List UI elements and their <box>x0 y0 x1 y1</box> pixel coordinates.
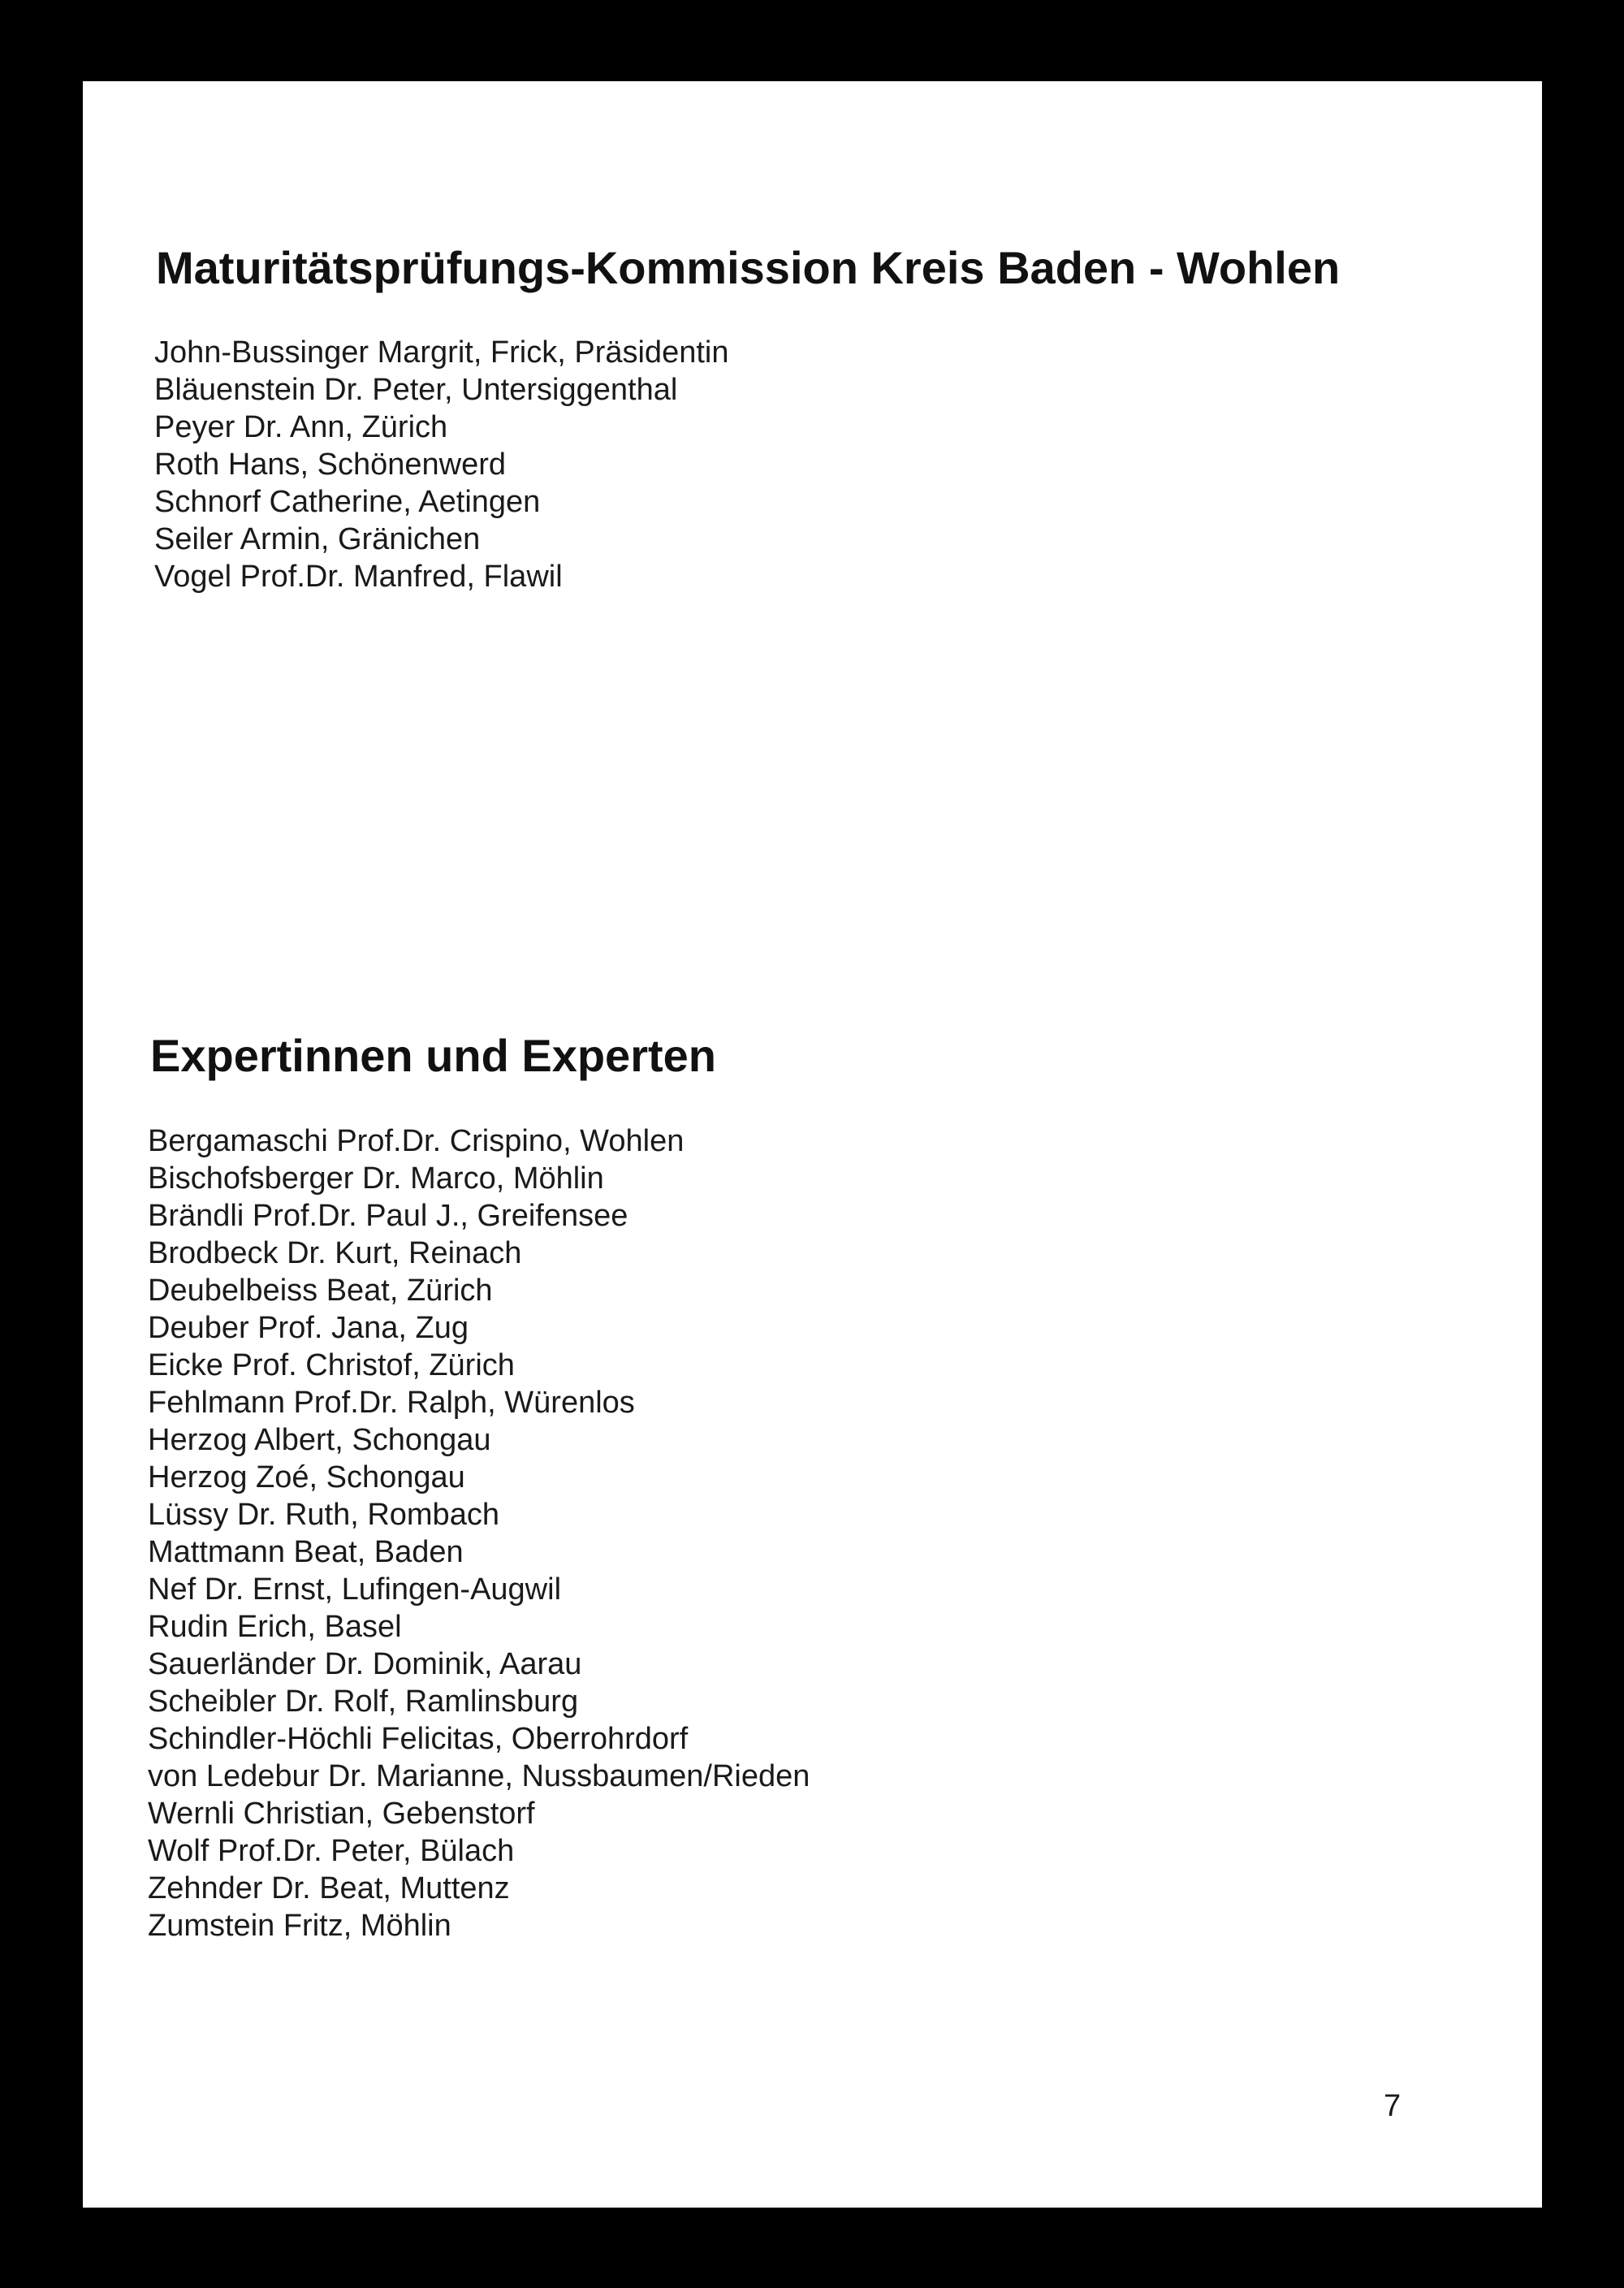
expert-member: Wolf Prof.Dr. Peter, Bülach <box>148 1834 515 1868</box>
expert-member: Sauerländer Dr. Dominik, Aarau <box>148 1647 582 1681</box>
expert-member: Schindler-Höchli Felicitas, Oberrohrdorf <box>148 1722 689 1756</box>
expert-member: Nef Dr. Ernst, Lufingen-Augwil <box>148 1572 562 1607</box>
expert-member: Bergamaschi Prof.Dr. Crispino, Wohlen <box>148 1124 685 1158</box>
commission-member: John-Bussinger Margrit, Frick, Präsidentin <box>154 335 729 370</box>
commission-member: Seiler Armin, Gränichen <box>154 522 481 556</box>
expert-member: Mattmann Beat, Baden <box>148 1535 464 1569</box>
commission-member: Peyer Dr. Ann, Zürich <box>154 410 448 444</box>
expert-member: Herzog Zoé, Schongau <box>148 1460 465 1494</box>
expert-member: Brändli Prof.Dr. Paul J., Greifensee <box>148 1199 628 1233</box>
expert-member: Wernli Christian, Gebenstorf <box>148 1797 535 1831</box>
expert-member: Deuber Prof. Jana, Zug <box>148 1311 469 1345</box>
experts-member-list <box>148 1122 810 1944</box>
expert-member: Brodbeck Dr. Kurt, Reinach <box>148 1236 522 1270</box>
commission-member: Roth Hans, Schönenwerd <box>154 448 507 482</box>
expert-member: Rudin Erich, Basel <box>148 1610 402 1644</box>
commission-member: Vogel Prof.Dr. Manfred, Flawil <box>154 560 563 594</box>
expert-member: Zehnder Dr. Beat, Muttenz <box>148 1871 510 1905</box>
expert-member: Eicke Prof. Christof, Zürich <box>148 1348 515 1382</box>
expert-member: von Ledebur Dr. Marianne, Nussbaumen/Rieden <box>148 1759 810 1793</box>
commission-member: Bläuenstein Dr. Peter, Untersiggenthal <box>154 373 678 407</box>
expert-member: Zumstein Fritz, Möhlin <box>148 1909 451 1943</box>
expert-member: Herzog Albert, Schongau <box>148 1423 491 1457</box>
expert-member: Fehlmann Prof.Dr. Ralph, Würenlos <box>148 1386 635 1420</box>
experts-title: Expertinnen und Experten <box>150 1030 716 1081</box>
expert-member: Deubelbeiss Beat, Zürich <box>148 1274 493 1308</box>
commission-member-list <box>154 334 728 595</box>
expert-member: Lüssy Dr. Ruth, Rombach <box>148 1498 499 1532</box>
document-page <box>83 81 1542 2208</box>
expert-member: Scheibler Dr. Rolf, Ramlinsburg <box>148 1685 579 1719</box>
expert-member: Bischofsberger Dr. Marco, Möhlin <box>148 1161 604 1196</box>
page-number: 7 <box>1384 2089 1402 2123</box>
commission-title: Maturitätsprüfungs-Kommission Kreis Baden - Wohlen <box>156 242 1341 293</box>
commission-member: Schnorf Catherine, Aetingen <box>154 485 541 519</box>
